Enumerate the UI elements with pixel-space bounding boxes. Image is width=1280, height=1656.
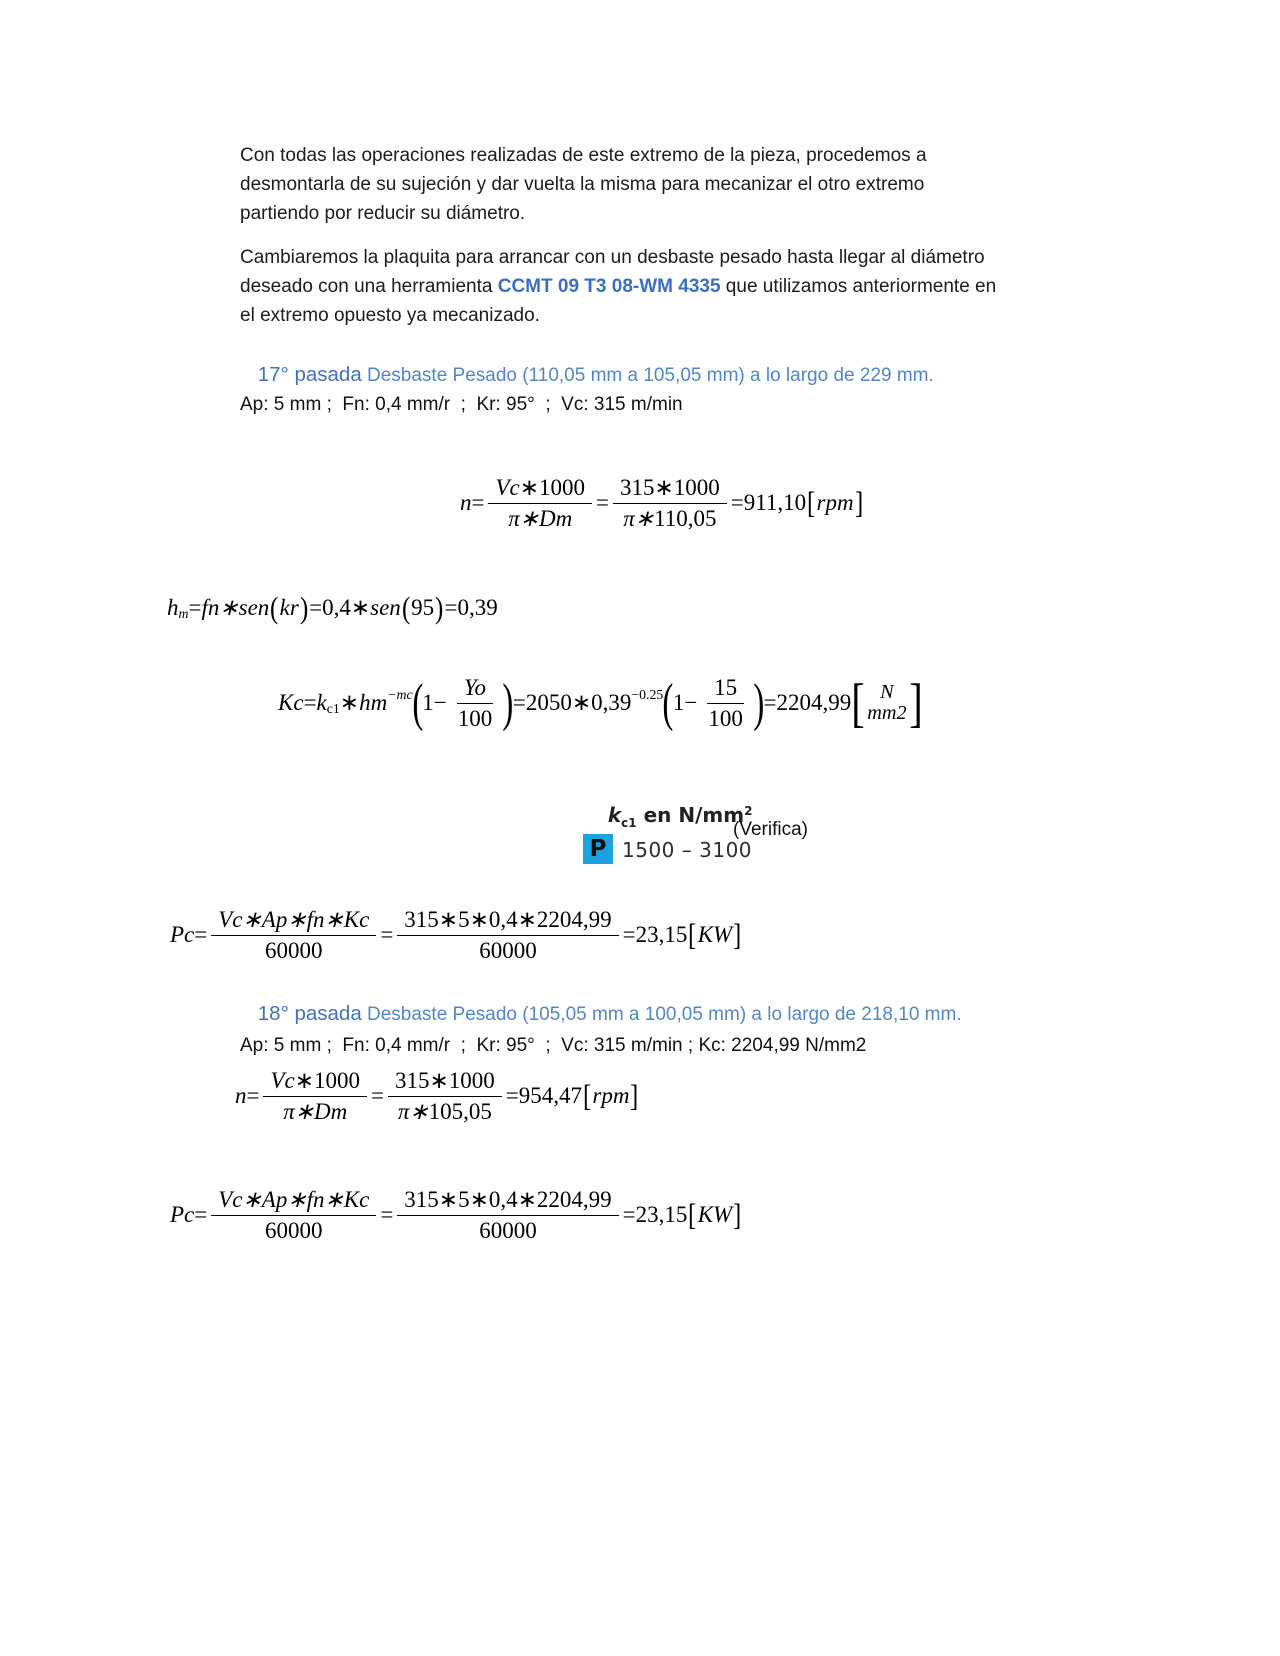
subscript: c1 xyxy=(326,700,340,716)
fraction-numerator: Vc∗Ap∗fn∗Kc xyxy=(211,1187,376,1216)
formula-text: =0,4∗ xyxy=(309,595,371,620)
bracket-open: [ xyxy=(688,1197,697,1232)
formula-var: k xyxy=(316,690,327,715)
subscript: m xyxy=(178,605,189,621)
formula-hm xyxy=(167,588,498,628)
formula-result: =23,15 xyxy=(622,922,688,947)
formula-pc-pass17 xyxy=(170,903,743,967)
formula-unit: KW xyxy=(697,1202,733,1227)
fraction xyxy=(263,1068,367,1125)
bracket-open: [ xyxy=(583,1078,592,1113)
paragraph-line: desmontarla de su sujeción y dar vuelta la misma para mecanizar el otro extremo xyxy=(240,174,925,195)
formula-var: Vc xyxy=(495,474,520,500)
paragraph-line xyxy=(240,272,996,301)
paragraph-line: partiendo por reducir su diámetro. xyxy=(240,203,526,224)
formula-lhs: Kc xyxy=(278,690,304,715)
unit-denominator: mm2 xyxy=(867,702,907,724)
fraction-numerator: Vc∗Ap∗fn∗Kc xyxy=(211,907,376,936)
paragraph-line: el extremo opuesto ya mecanizado. xyxy=(240,305,540,326)
formula-var: hm xyxy=(359,690,388,715)
equals-sign: = xyxy=(380,1202,394,1227)
tool-code-link[interactable]: CCMT 09 T3 08-WM 4335 xyxy=(497,276,721,297)
bracket-open: [ xyxy=(807,485,816,520)
paren-close: ) xyxy=(753,674,765,732)
formula-text: 95 xyxy=(411,595,435,620)
bracket-close: ] xyxy=(908,673,923,733)
formula-text: ∗1000 xyxy=(519,474,586,500)
paren-close: ) xyxy=(435,590,444,625)
paragraph-tool xyxy=(240,243,996,330)
formula-lhs: h xyxy=(167,595,179,620)
fraction-denominator: π∗Dm xyxy=(283,1098,348,1124)
formula-pc-pass18 xyxy=(170,1183,743,1247)
equals-sign: = xyxy=(471,490,485,515)
equals-sign: = xyxy=(371,1083,385,1108)
equals-sign: = xyxy=(380,922,394,947)
formula-unit: rpm xyxy=(592,1083,630,1108)
fraction-denominator: 60000 xyxy=(265,1217,323,1243)
pass-18-description: Desbaste Pesado (105,05 mm a 100,05 mm) a lo largo de 218,10 mm. xyxy=(361,1004,962,1025)
unit-numerator: N xyxy=(880,680,894,703)
formula-text: 1− xyxy=(422,690,447,715)
equals-sign: = xyxy=(246,1083,260,1108)
formula-text: ∗1000 xyxy=(294,1067,361,1093)
formula-text: =2050∗0,39 xyxy=(512,690,632,715)
equals-sign: = xyxy=(596,490,610,515)
pass-17-label: 17° pasada xyxy=(257,363,362,386)
fraction-numerator: 315∗1000 xyxy=(388,1068,502,1097)
bracket-close: ] xyxy=(630,1078,639,1113)
fraction xyxy=(397,907,618,964)
bracket-close: ] xyxy=(733,917,742,952)
fraction-denominator xyxy=(616,504,723,532)
bracket-open: [ xyxy=(688,917,697,952)
fraction xyxy=(451,675,500,732)
formula-var: π∗ xyxy=(397,1098,429,1124)
fraction xyxy=(613,475,727,532)
paren-open: ( xyxy=(401,590,411,625)
pass-18-label: 18° pasada xyxy=(257,1002,362,1025)
formula-result: =0,39 xyxy=(444,595,498,620)
superscript: 2 xyxy=(744,804,753,819)
paren-open: ( xyxy=(662,674,674,732)
equals-sign: = xyxy=(194,922,208,947)
subscript: c1 xyxy=(621,816,637,831)
fraction-denominator: 100 xyxy=(708,705,743,731)
formula-text: 105,05 xyxy=(428,1098,492,1124)
fraction-numerator xyxy=(488,475,592,504)
fraction-denominator: 60000 xyxy=(479,937,537,963)
formula-lhs: n xyxy=(235,1083,247,1108)
formula-lhs: n xyxy=(460,490,472,515)
kc1-range-value: 1500 – 3100 xyxy=(622,838,753,862)
formula-var: Vc xyxy=(270,1067,295,1093)
superscript: −mc xyxy=(387,687,413,703)
paragraph-text: deseado con una herramienta xyxy=(240,276,498,297)
formula-result: =911,10 xyxy=(730,490,807,515)
fraction-numerator: Yo xyxy=(457,675,493,704)
fraction-numerator: 15 xyxy=(707,675,744,704)
formula-unit: rpm xyxy=(816,490,854,515)
fraction xyxy=(488,475,592,532)
params-pass-17: Ap: 5 mm ; Fn: 0,4 mm/r ; Kr: 95° ; Vc: 315 m/min xyxy=(240,394,683,415)
formula-n-pass18 xyxy=(235,1066,640,1126)
fraction xyxy=(211,1187,376,1244)
paragraph-line: Con todas las operaciones realizadas de este extremo de la pieza, procedemos a xyxy=(240,145,927,166)
formula-text: 1− xyxy=(672,690,698,715)
equals-sign: = xyxy=(303,690,317,715)
formula-result: =23,15 xyxy=(622,1202,688,1227)
bracket-open: [ xyxy=(851,673,865,733)
fraction xyxy=(701,675,750,732)
bracket-close: ] xyxy=(733,1197,742,1232)
formula-lhs: Pc xyxy=(170,1202,195,1227)
formula-n-pass17 xyxy=(460,473,864,533)
fraction-denominator: π∗Dm xyxy=(508,505,573,531)
paragraph-intro xyxy=(240,141,927,228)
formula-kc xyxy=(278,666,923,740)
paragraph-text: que utilizamos anteriormente en xyxy=(720,276,997,297)
fraction xyxy=(397,1187,618,1244)
pass-17-description: Desbaste Pesado (110,05 mm a 105,05 mm) a lo largo de 229 mm. xyxy=(361,365,934,386)
fraction-numerator xyxy=(263,1068,367,1097)
fraction xyxy=(211,907,376,964)
kc1-units-text: en N/mm xyxy=(636,803,745,827)
fraction-numerator: 315∗1000 xyxy=(613,475,727,504)
fraction-denominator: 60000 xyxy=(265,937,323,963)
formula-var: kr xyxy=(279,595,299,620)
formula-var: fn∗sen xyxy=(201,595,270,620)
fraction-numerator: 315∗5∗0,4∗2204,99 xyxy=(397,907,618,936)
fraction xyxy=(388,1068,502,1125)
params-pass-18: Ap: 5 mm ; Fn: 0,4 mm/r ; Kr: 95° ; Vc: 315 m/min ; Kc: 2204,99 N/mm2 xyxy=(240,1035,867,1056)
material-group-letter: P xyxy=(589,836,607,862)
formula-var: π∗ xyxy=(623,505,655,531)
kc1-symbol: k xyxy=(607,803,622,827)
fraction-denominator xyxy=(391,1097,499,1125)
fraction-denominator: 100 xyxy=(457,705,493,731)
operator: ∗ xyxy=(339,690,360,715)
paren-close: ) xyxy=(502,674,514,732)
equals-sign: = xyxy=(188,595,202,620)
bracket-close: ] xyxy=(854,485,863,520)
paren-open: ( xyxy=(411,674,423,732)
material-group-p-badge xyxy=(583,834,613,864)
verifica-annotation: (Verifica) xyxy=(733,819,808,840)
paragraph-line: Cambiaremos la plaquita para arrancar con un desbaste pesado hasta llegar al diámetro xyxy=(240,247,985,268)
fraction-denominator: 60000 xyxy=(479,1217,537,1243)
formula-result: =2204,99 xyxy=(763,690,852,715)
paren-open: ( xyxy=(270,590,279,625)
formula-lhs: Pc xyxy=(170,922,195,947)
formula-var: sen xyxy=(370,595,401,620)
formula-text: 110,05 xyxy=(654,505,717,531)
fraction-numerator: 315∗5∗0,4∗2204,99 xyxy=(397,1187,618,1216)
formula-result: =954,47 xyxy=(505,1083,583,1108)
formula-unit: KW xyxy=(697,922,733,947)
superscript: −0.25 xyxy=(631,687,664,703)
equals-sign: = xyxy=(194,1202,208,1227)
unit-stack xyxy=(867,682,906,724)
paren-close: ) xyxy=(299,590,309,625)
